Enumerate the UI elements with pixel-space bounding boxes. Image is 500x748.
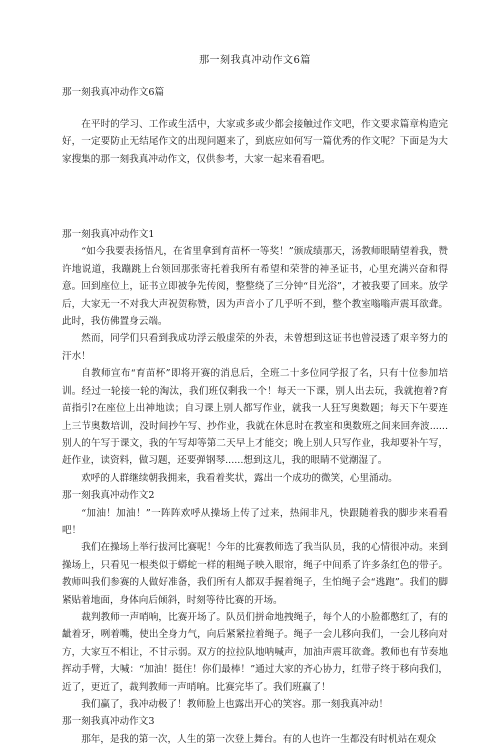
essay-paragraph: 那年，是我的第一次，人生的第一次登上舞台。有的人也许一生都没有时机站在观众 [81, 733, 437, 745]
essay-1 [62, 226, 448, 487]
essay-paragraph: 我们在操场上举行拔河比赛呢！今年的比赛教师选了我当队员，我的心情很冲动。来到操场上，只看见一根类似于蟒蛇一样的粗绳子映入眼帘，绳子中间系了许多条红色的带子。教师叫我们参赛的人做好准备，我们所有人都双手握着绳子，生怕绳子会“逃跑”。我们的脚紧贴着地面，身体向后倾斜，时刻等待比赛的开场。 [62, 542, 448, 606]
document-subtitle: 那一刻我真冲动作文6篇 [62, 87, 165, 99]
essay-paragraph: 欢呼的人群继续朝我拥来，我看着奖状，露出一个成功的微笑，心里涌动。 [81, 472, 398, 484]
essay-3 [62, 713, 448, 748]
essay-paragraph: 裁判教师一声哨响，比赛开场了。队员们拼命地拽绳子，每个人的小脸都憋红了，有的龇着牙，咧着嘴，使出全身力气，向后紧紧拉着绳子。绳子一会儿移向我们，一会儿移向对方，大家互不相让，不甘示弱。双方的拉拉队地呐喊声，加油声震耳欲聋。教师也有节奏地挥动手臂，大喊：“加油！挺住！你们最棒！”通过大家的齐心协力，红带子终于移向我们，近了，更近了，裁判教师一声哨响。比赛完毕了。我们班赢了！ [62, 611, 448, 693]
essay-paragraph: 然而，同学们只看到我成功浮云般虚荣的外表，未曾想到这证书也曾浸透了艰辛努力的汗水！ [62, 333, 448, 362]
essay-heading: 那一刻我真冲动作文3 [62, 716, 155, 728]
essay-paragraph: 自教师宣布“育苗杯”即将开赛的消息后，全班二十多位同学报了名，只有十位参加培训。经过一轮接一轮的淘汰，我们班仅剩我一个！每天一下课，别人出去玩，我就抱着?育苗指引?在座位上出神地读；自习课上别人都写作业，就我一人狂写奥数题；每天下午要连上三节奥数培训，没时间抄午写、抄作业，我就在休息时在教室和奥数班之间来回奔波......别人的午写于课文，我的午写却等第二天早上才能交；晚上别人只写作业，我却要补午写，赶作业，读资料，做习题，还要弹钢琴......想到这儿，我的眼睛不觉潮湿了。 [62, 368, 448, 467]
essay-heading: 那一刻我真冲动作文1 [62, 229, 155, 241]
document-title: 那一刻我真冲动作文6篇 [199, 55, 311, 66]
essay-paragraph: “如今我要表扬悟凡，在省里拿到育苗杯一等奖！”颁成绩那天，汤教师眼睛望着我，赞许地说道，我蹦跳上台领回那张寄托着我所有希望和荣誉的神圣证书，心里充满兴奋和得意。回到座位上，证书立即被争先传阅，整整绕了三分钟“目光浴”，才被我要了回来。放学后，大家无一不对我大声祝贺称赞，因为声音小了几乎听不到，整个教室嗡嗡声震耳欲聋。此时，我仿佛置身云端。 [62, 246, 448, 328]
essay-2 [62, 487, 448, 713]
essay-paragraph: “加油！加油！”一阵阵欢呼从操场上传了过来，热闹非凡，快跟随着我的脚步来看看吧！ [62, 507, 448, 536]
essay-heading: 那一刻我真冲动作文2 [62, 490, 155, 502]
intro-paragraph: 在平时的学习、工作或生活中，大家或多或少都会接触过作文吧，作文要求篇章构造完好，一定要防止无结尾作文的出现问题来了，到底应如何写一篇优秀的作文呢？下面是为大家搜集的那一刻我真冲动作文，仅供参考，大家一起来看看吧。 [62, 118, 448, 165]
essay-paragraph: 我们赢了，我冲动极了！教师脸上也露出开心的笑容。那一刻我真冲动！ [81, 699, 389, 710]
